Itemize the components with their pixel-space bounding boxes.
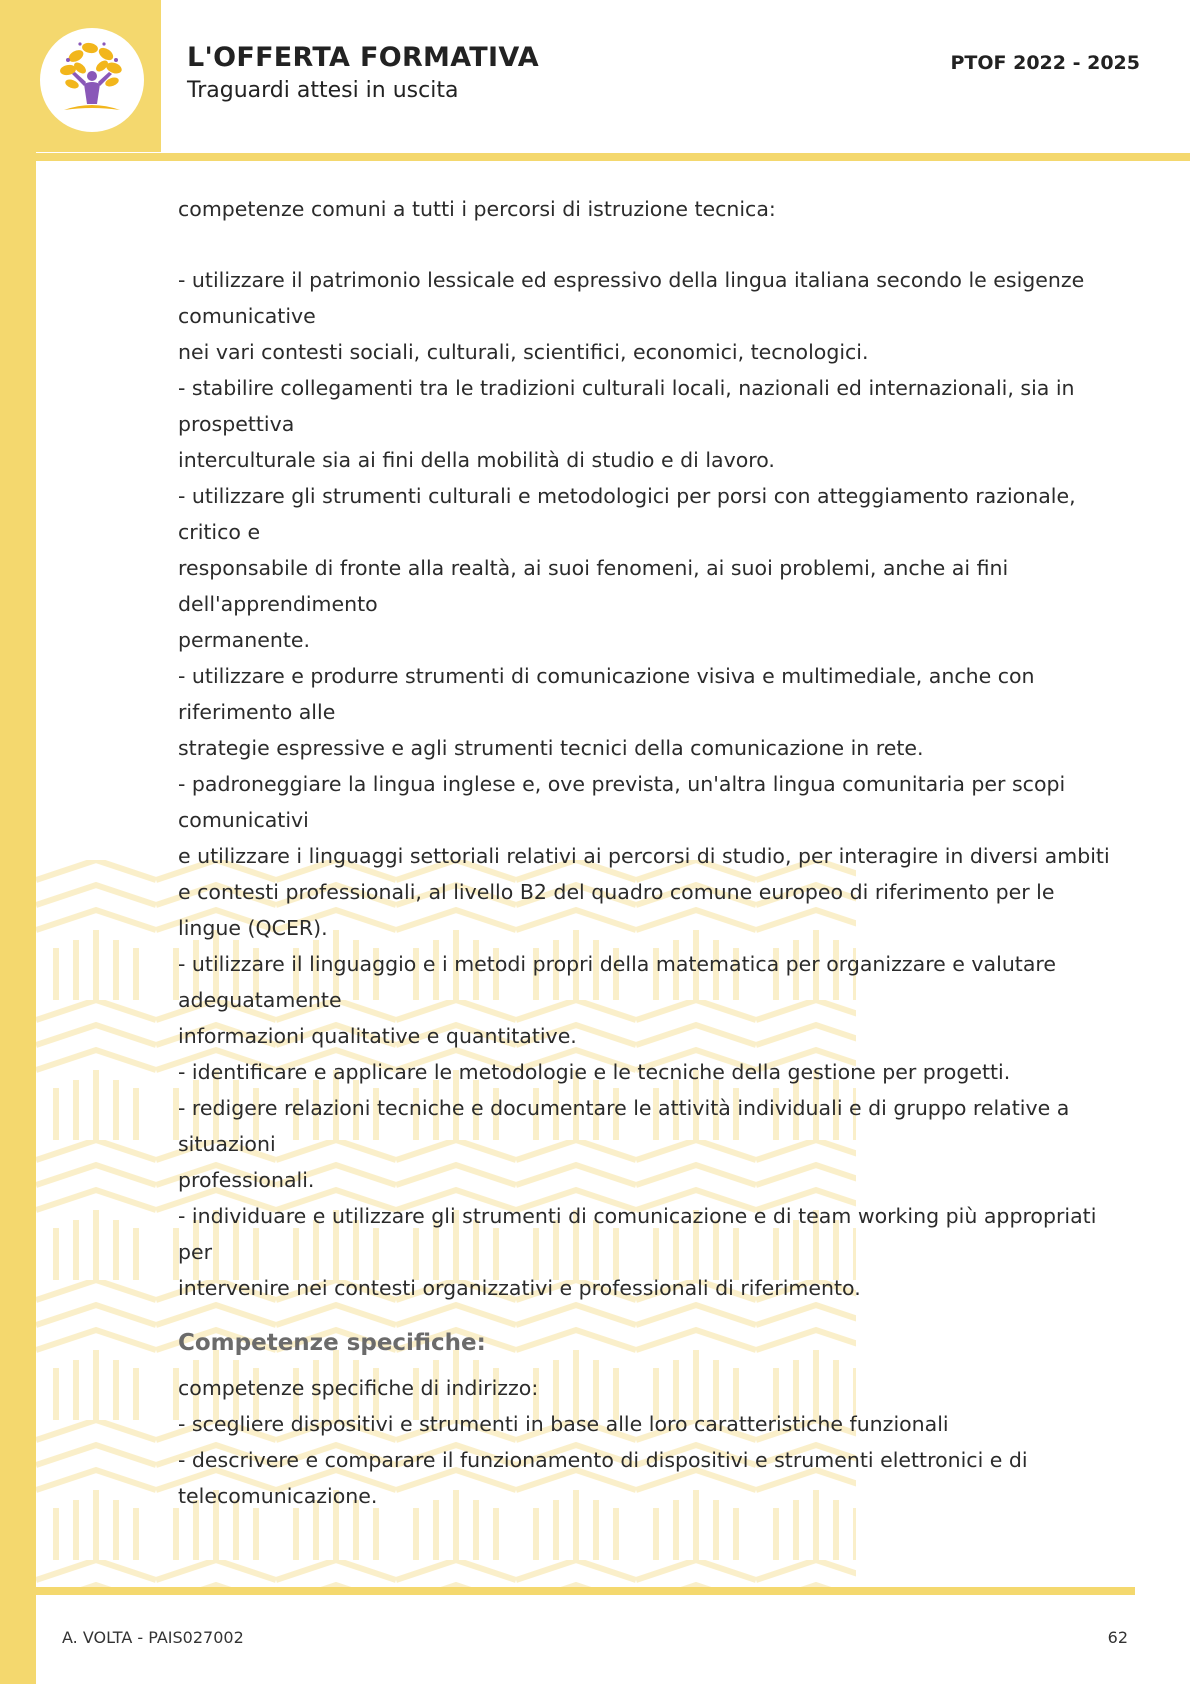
text-line: per <box>178 1240 213 1264</box>
text-line: - identificare e applicare le metodologie e le tecniche della gestione per progetti. <box>178 1060 1011 1084</box>
text-line: prospettiva <box>178 412 295 436</box>
text-line: - utilizzare e produrre strumenti di comunicazione visiva e multimediale, anche con <box>178 664 1035 688</box>
text-line: responsabile di fronte alla realtà, ai suoi fenomeni, ai suoi problemi, anche ai fini <box>178 556 1009 580</box>
text-line: - redigere relazioni tecniche e documentare le attività individuali e di gruppo relative a <box>178 1096 1070 1120</box>
text-line: comunicativi <box>178 808 309 832</box>
text-line: - stabilire collegamenti tra le tradizioni culturali locali, nazionali ed internazionali, sia in <box>178 376 1075 400</box>
text-line: strategie espressive e agli strumenti tecnici della comunicazione in rete. <box>178 736 924 760</box>
text-line: - scegliere dispositivi e strumenti in base alle loro caratteristiche funzionali <box>178 1412 949 1436</box>
text-line: comunicative <box>178 304 316 328</box>
text-line: professionali. <box>178 1168 315 1192</box>
section-title: Competenze specifiche: <box>178 1330 486 1356</box>
text-line: - utilizzare il linguaggio e i metodi propri della matematica per organizzare e valutare <box>178 952 1056 976</box>
text-line: - padroneggiare la lingua inglese e, ove prevista, un'altra lingua comunitaria per scopi <box>178 772 1066 796</box>
text-line: e utilizzare i linguaggi settoriali relativi ai percorsi di studio, per interagire in diversi ambiti <box>178 844 1110 868</box>
text-line: intervenire nei contesti organizzativi e professionali di riferimento. <box>178 1276 861 1300</box>
header-divider <box>36 153 1190 161</box>
text-line: lingue (QCER). <box>178 916 328 940</box>
common-competences-list <box>178 262 1108 1306</box>
footer-school-code: A. VOLTA - PAIS027002 <box>62 1628 244 1647</box>
school-logo <box>40 28 144 132</box>
tree-logo-icon <box>54 38 130 122</box>
header-title: L'OFFERTA FORMATIVA <box>187 42 539 73</box>
text-line: dell'apprendimento <box>178 592 378 616</box>
text-line: nei vari contesti sociali, culturali, scientifici, economici, tecnologici. <box>178 340 869 364</box>
footer-divider <box>36 1587 1135 1595</box>
ptof-label: PTOF 2022 - 2025 <box>950 52 1140 74</box>
text-line: - individuare e utilizzare gli strumenti di comunicazione e di team working più appropriati <box>178 1204 1097 1228</box>
header-subtitle: Traguardi attesi in uscita <box>187 78 459 103</box>
text-line: - descrivere e comparare il funzionamento di dispositivi e strumenti elettronici e di <box>178 1448 1028 1472</box>
text-line: e contesti professionali, al livello B2 del quadro comune europeo di riferimento per le <box>178 880 1055 904</box>
intro-text: competenze comuni a tutti i percorsi di istruzione tecnica: <box>178 197 776 221</box>
text-line: adeguatamente <box>178 988 342 1012</box>
text-line: competenze specifiche di indirizzo: <box>178 1376 539 1400</box>
text-line: riferimento alle <box>178 700 336 724</box>
text-line: critico e <box>178 520 261 544</box>
left-accent-bar <box>0 0 36 1684</box>
specific-competences-list <box>178 1370 1108 1514</box>
text-line: telecomunicazione. <box>178 1484 378 1508</box>
text-line: interculturale sia ai fini della mobilità di studio e di lavoro. <box>178 448 775 472</box>
page-number: 62 <box>1107 1628 1128 1647</box>
text-line: situazioni <box>178 1132 276 1156</box>
text-line: - utilizzare il patrimonio lessicale ed espressivo della lingua italiana secondo le esigenze <box>178 268 1085 292</box>
text-line: informazioni qualitative e quantitative. <box>178 1024 577 1048</box>
main-content <box>178 191 1108 1514</box>
text-line: permanente. <box>178 628 310 652</box>
text-line: - utilizzare gli strumenti culturali e metodologici per porsi con atteggiamento razionale, <box>178 484 1076 508</box>
